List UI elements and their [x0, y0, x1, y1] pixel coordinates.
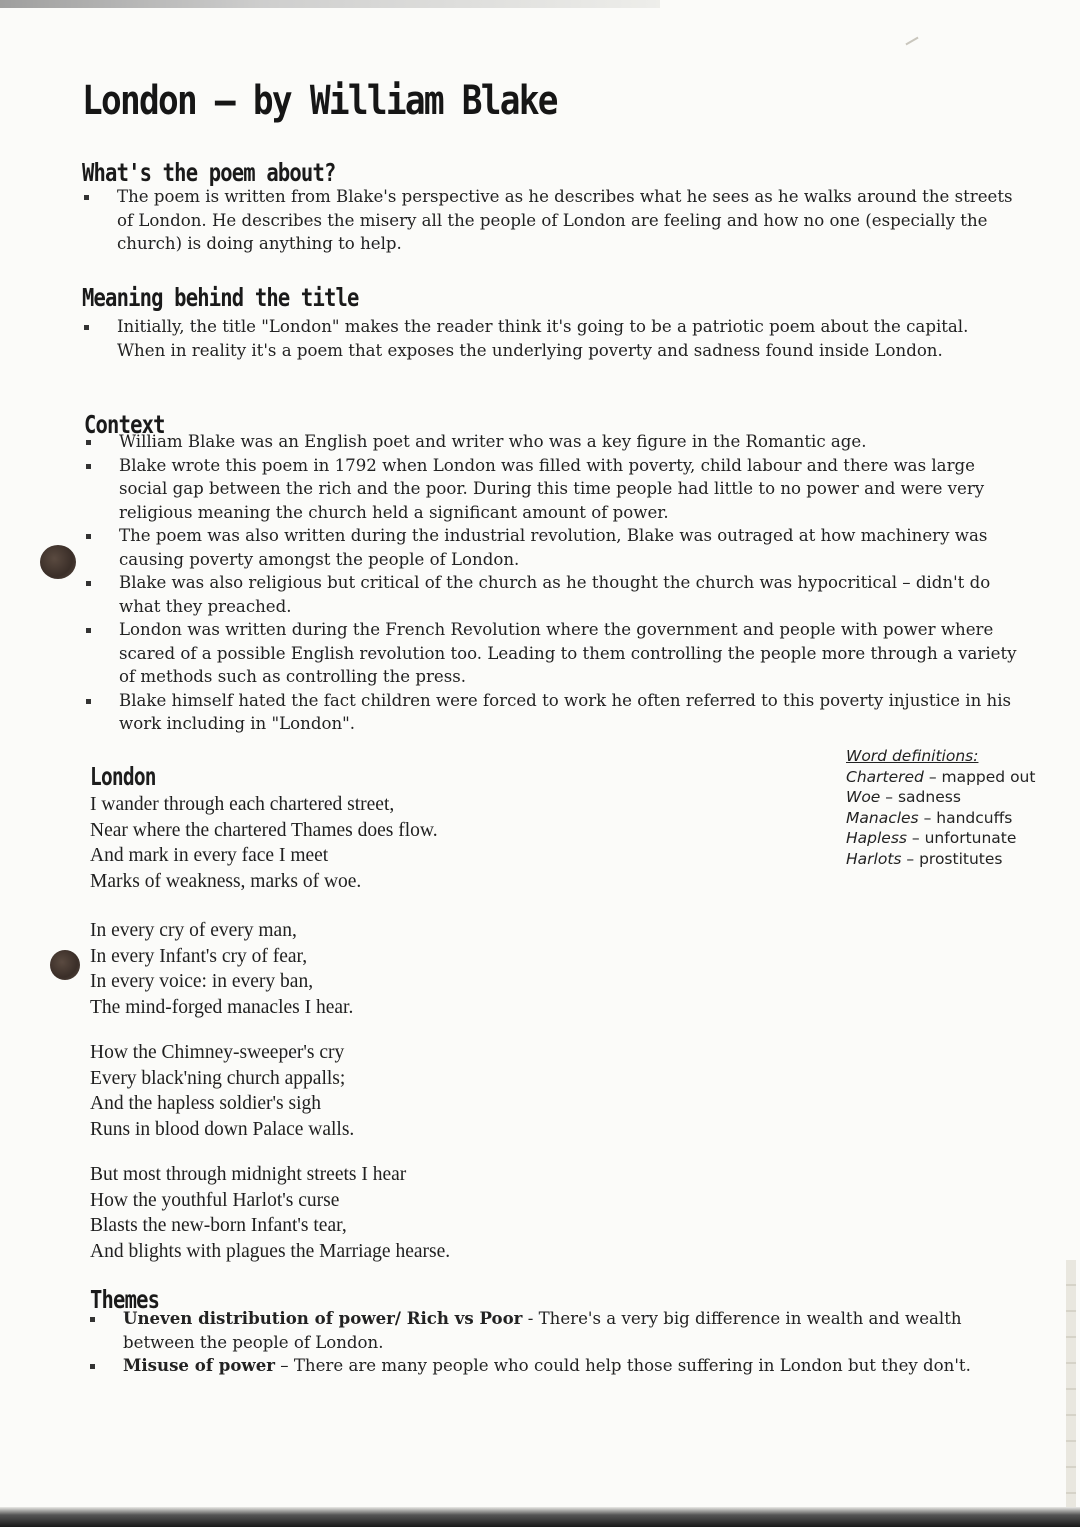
bullet-icon [86, 581, 91, 586]
poem-line: And the hapless soldier's sigh [90, 1093, 321, 1114]
poem-line: Every black'ning church appalls; [90, 1067, 346, 1089]
poem-title: London [90, 762, 156, 791]
about-section [82, 185, 1017, 256]
poem-line: How the youthful Harlot's curse [90, 1189, 340, 1211]
definitions-heading: Word definitions: [846, 747, 979, 765]
poem-line: Blasts the new-born Infant's tear, [90, 1215, 347, 1236]
themes-section [88, 1307, 1013, 1378]
poem-stanza [90, 1040, 354, 1142]
context-bullet: Blake wrote this poem in 1792 when London was filled with poverty, child labour and there was large social gap between the rich and the poor. During this time people had little to no power and were very religious meaning the church held a significant amount of power. [84, 454, 1019, 525]
poem-line: But most through midnight streets I hear [90, 1164, 407, 1185]
bullet-icon [90, 1364, 95, 1369]
definition-item: Woe – sadness [846, 788, 961, 806]
bullet-icon [84, 195, 89, 200]
poem-stanza [90, 792, 438, 894]
context-bullet: London was written during the French Revolution where the government and people with power where scared of a possible English revolution too. Leading to them controlling the people more through a variety of methods such as controlling the press. [84, 618, 1019, 689]
poem-line: In every cry of every man, [90, 920, 297, 941]
poem-line: Marks of weakness, marks of woe. [90, 870, 362, 892]
page-bottom-shadow [0, 1507, 1080, 1527]
about-bullet: The poem is written from Blake's perspective as he describes what he sees as he walks around the streets of London. He describes the misery all the people of London are feeling and how no one (especially the church) is doing anything to help. [82, 185, 1017, 256]
page-top-shadow [0, 0, 660, 8]
bullet-icon [86, 464, 91, 469]
context-heading: Context [84, 410, 165, 439]
themes-heading: Themes [90, 1285, 160, 1314]
poem-line: Near where the chartered Thames does flow. [90, 819, 438, 841]
meaning-bullet: Initially, the title "London" makes the reader think it's going to be a patriotic poem about the capital. When in reality it's a poem that exposes the underlying poverty and sadness found inside London. [82, 315, 1017, 362]
poem-line: In every Infant's cry of fear, [90, 945, 308, 967]
context-bullet: Blake himself hated the fact children were forced to work he often referred to this poverty injustice in his work including in "London". [84, 689, 1019, 736]
paper-scuff [905, 37, 918, 46]
bullet-icon [84, 325, 89, 330]
context-bullet: The poem was also written during the industrial revolution, Blake was outraged at how machinery was causing poverty amongst the people of London. [84, 524, 1019, 571]
theme-bullet: Uneven distribution of power/ Rich vs Poor - There's a very big difference in wealth and wealth between the people of London. [88, 1307, 1013, 1354]
meaning-section [82, 315, 1017, 362]
page-right-edge [1066, 1260, 1076, 1510]
bullet-icon [90, 1317, 95, 1322]
hole-punch-mark [50, 950, 80, 980]
word-definitions [846, 746, 1035, 869]
poem-line: Runs in blood down Palace walls. [90, 1118, 355, 1140]
theme-bullet: Misuse of power – There are many people who could help those suffering in London but they don't. [88, 1354, 1013, 1378]
definition-item: Manacles – handcuffs [846, 808, 1013, 827]
definition-item: Harlots – prostitutes [846, 849, 1003, 868]
bullet-icon [86, 699, 91, 704]
bullet-icon [86, 440, 91, 445]
context-section [84, 430, 1019, 736]
context-bullet: Blake was also religious but critical of the church as he thought the church was hypocritical – didn't do what they preached. [84, 571, 1019, 618]
poem-line: And mark in every face I meet [90, 845, 329, 866]
bullet-icon [86, 534, 91, 539]
bullet-icon [86, 628, 91, 633]
poem-line: In every voice: in every ban, [90, 971, 314, 992]
definition-item: Chartered – mapped out [846, 767, 1036, 786]
poem-line: I wander through each chartered street, [90, 794, 395, 815]
meaning-heading: Meaning behind the title [82, 283, 359, 312]
about-heading: What's the poem about? [82, 158, 336, 187]
hole-punch-mark [40, 545, 76, 579]
poem-line: The mind-forged manacles I hear. [90, 996, 354, 1018]
context-bullet: William Blake was an English poet and writer who was a key figure in the Romantic age. [84, 430, 1019, 454]
poem-line: And blights with plagues the Marriage hearse. [90, 1240, 451, 1262]
poem-line: How the Chimney-sweeper's cry [90, 1042, 345, 1063]
page-title: London – by William Blake [82, 78, 557, 124]
poem-stanza [90, 1162, 450, 1264]
definition-item: Hapless – unfortunate [846, 829, 1017, 847]
poem-stanza [90, 918, 353, 1020]
